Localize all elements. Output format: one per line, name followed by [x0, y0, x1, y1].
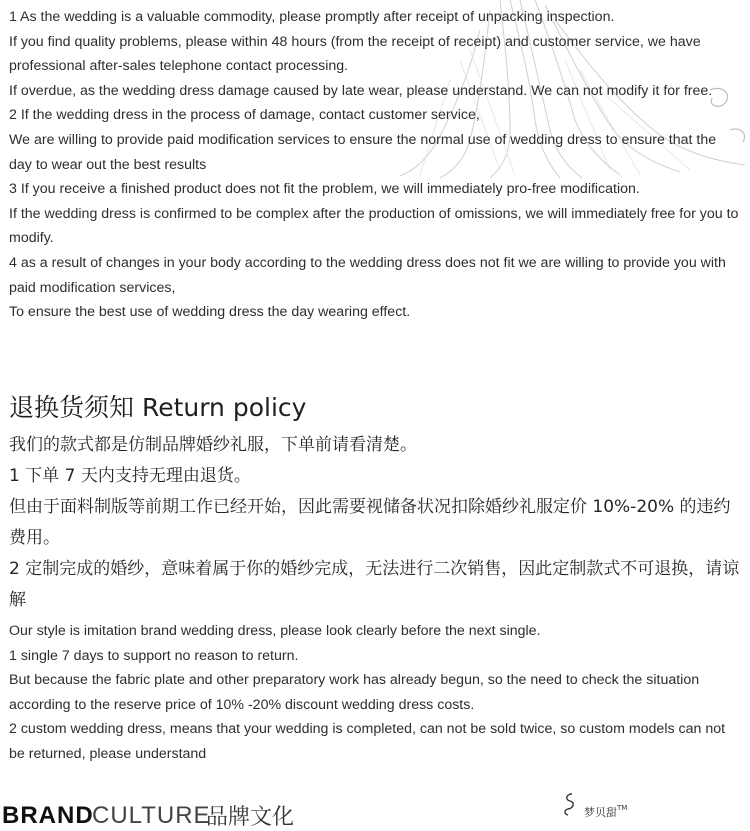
brand-title-cn: 品牌文化: [206, 805, 295, 830]
care-instructions-section: [9, 5, 739, 325]
policy-line-en: But because the fabric plate and other preparatory work has already begun, so the need to check the situation according to the reserve price of 10% -20% discount wedding dress costs.: [9, 672, 700, 713]
policy-line-cn: 2 定制完成的婚纱，意味着属于你的婚纱完成，无法进行二次销售，因此定制款式不可退换，请谅解: [9, 559, 740, 610]
policy-line-cn: 1 下单 7 天内支持无理由退货。: [9, 466, 251, 486]
trademark-mark: TM: [617, 804, 628, 812]
care-line: We are willing to provide paid modification services to ensure the normal use of wedding dress to ensure that the day to wear out the best results: [9, 131, 717, 173]
policy-line-cn: 但由于面料制版等前期工作已经开始，因此需要视储备状况扣除婚纱礼服定价 10%-20% 的违约费用。: [9, 497, 731, 548]
policy-line-en: 1 single 7 days to support no reason to return.: [9, 647, 299, 664]
policy-line-en: Our style is imitation brand wedding dress, please look clearly before the next single.: [9, 623, 541, 639]
care-line: 1 As the wedding is a valuable commodity, please promptly after receipt of unpacking inspection.: [9, 9, 615, 25]
policy-line-en: 2 custom wedding dress, means that your wedding is completed, can not be sold twice, so custom models can not be returned, please understand: [9, 721, 726, 762]
brand-title-light: CULTURE: [92, 802, 211, 829]
care-line: 3 If you receive a finished product does not fit the problem, we will immediately pro-free modification.: [9, 181, 640, 198]
brand-culture-banner: [0, 790, 750, 830]
care-line: 2 If the wedding dress in the process of damage, contact customer service,: [9, 107, 480, 124]
logo-text: 梦贝甜: [584, 806, 617, 819]
logo-swirl-icon: [560, 792, 582, 817]
policy-line-cn: 我们的款式都是仿制品牌婚纱礼服，下单前请看清楚。: [9, 435, 417, 455]
brand-title-bold: BRAND: [2, 802, 94, 829]
care-line: To ensure the best use of wedding dress the day wearing effect.: [9, 304, 411, 321]
return-policy-english-text: [9, 619, 739, 767]
return-policy-heading: 退换货须知 Return policy: [9, 393, 307, 422]
care-line: If overdue, as the wedding dress damage caused by late wear, please understand. We can not modify it for free.: [9, 82, 713, 99]
care-line: If you find quality problems, please within 48 hours (from the receipt of receipt) and customer service, we have professional after-sales telephone contact processing.: [9, 33, 701, 75]
return-policy-chinese-text: [9, 430, 744, 616]
care-line: 4 as a result of changes in your body according to the wedding dress does not fit we are willing to provide you with paid modification services,: [9, 254, 726, 296]
care-line: If the wedding dress is confirmed to be complex after the production of omissions, we will immediately free for you to modify.: [9, 205, 739, 247]
brand-logo: [560, 792, 670, 817]
